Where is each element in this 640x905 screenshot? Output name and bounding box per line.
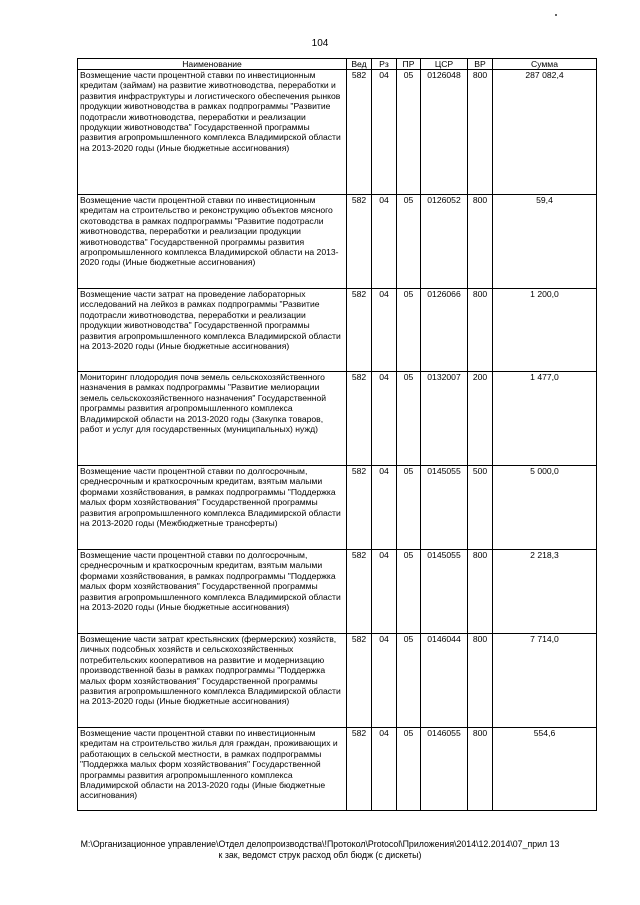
row-rz: 04 (372, 466, 397, 550)
row-rz: 04 (372, 372, 397, 466)
row-sum: 59,4 (493, 195, 597, 289)
row-name: Возмещение части процентной ставки по инвестиционным кредитам на строительство и реконструкцию объектов мясного скотоводства в рамках подпрограммы "Развитие подотрасли животноводства, переработки и реализации продукции животноводства" Государственной программы развития агропромышленного комплекса Владимирской области на 2013-2020 годы (Иные бюджетные ассигнования) (78, 195, 347, 289)
row-csr: 0145055 (421, 550, 468, 634)
row-sum: 2 218,3 (493, 550, 597, 634)
table-row (78, 728, 597, 811)
budget-table (77, 58, 597, 811)
row-ved: 582 (347, 634, 372, 728)
row-csr: 0132007 (421, 372, 468, 466)
row-ved: 582 (347, 289, 372, 372)
row-rz: 04 (372, 728, 397, 811)
header-sum: Сумма (493, 59, 597, 70)
header-ved: Вед (347, 59, 372, 70)
row-csr: 0126052 (421, 195, 468, 289)
row-name: Возмещение части затрат крестьянских (фермерских) хозяйств, личных подсобных хозяйств и сельскохозяйственных потребительских кооперативов на развитие и модернизацию производственной базы в рамках подпрограммы "Поддержка малых форм хозяйствования" Государственной программы развития агропромышленного комплекса Владимирской области на 2013-2020 годы (Иные бюджетные ассигнования) (78, 634, 347, 728)
row-rz: 04 (372, 70, 397, 195)
table-row (78, 550, 597, 634)
row-ved: 582 (347, 195, 372, 289)
row-ved: 582 (347, 550, 372, 634)
row-vr: 800 (468, 728, 493, 811)
row-sum: 7 714,0 (493, 634, 597, 728)
header-csr: ЦСР (421, 59, 468, 70)
row-vr: 800 (468, 550, 493, 634)
row-pr: 05 (397, 289, 421, 372)
table-row (78, 466, 597, 550)
row-name: Возмещение части затрат на проведение лабораторных исследований на лейкоз в рамках подпрограммы "Развитие подотрасли животноводства, переработки и реализации продукции животноводства" Государственной программы развития агропромышленного комплекса Владимирской области на 2013-2020 годы (Иные бюджетные ассигнования) (78, 289, 347, 372)
row-pr: 05 (397, 70, 421, 195)
row-csr: 0126048 (421, 70, 468, 195)
row-ved: 582 (347, 466, 372, 550)
file-path-footer (0, 839, 640, 861)
row-pr: 05 (397, 634, 421, 728)
row-csr: 0146044 (421, 634, 468, 728)
row-pr: 05 (397, 728, 421, 811)
table-row (78, 289, 597, 372)
row-ved: 582 (347, 372, 372, 466)
row-rz: 04 (372, 289, 397, 372)
table-header-row (78, 59, 597, 70)
row-vr: 200 (468, 372, 493, 466)
row-sum: 5 000,0 (493, 466, 597, 550)
header-pr: ПР (397, 59, 421, 70)
row-name: Возмещение части процентной ставки по инвестиционным кредитам на строительство жилья для граждан, проживающих и работающих в сельской местности, в рамках подпрограммы "Поддержка малых форм хозяйствования" Государственной программы развития агропромышленного комплекса Владимирской области на 2013-2020 годы (Иные бюджетные ассигнования) (78, 728, 347, 811)
row-name: Возмещение части процентной ставки по долгосрочным, среднесрочным и краткосрочным кредитам, взятым малыми формами хозяйствования, в рамках подпрограммы "Поддержка малых форм хозяйствования" Государственной программы развития агропромышленного комплекса Владимирской области на 2013-2020 годы (Межбюджетные трансферты) (78, 466, 347, 550)
row-sum: 554,6 (493, 728, 597, 811)
row-rz: 04 (372, 634, 397, 728)
row-vr: 800 (468, 195, 493, 289)
row-vr: 500 (468, 466, 493, 550)
row-rz: 04 (372, 550, 397, 634)
row-csr: 0145055 (421, 466, 468, 550)
row-sum: 1 477,0 (493, 372, 597, 466)
row-ved: 582 (347, 728, 372, 811)
row-rz: 04 (372, 195, 397, 289)
footer-line-2: к зак, ведомст струк расход обл бюдж (с дискеты) (218, 850, 422, 860)
footer-line-1: M:\Организационное управление\Отдел делопроизводства\!Протокол\Protocol\Приложения\2014\12.2014\07_прил 13 (80, 839, 560, 849)
row-pr: 05 (397, 466, 421, 550)
table-row (78, 195, 597, 289)
row-pr: 05 (397, 372, 421, 466)
page-number: 104 (311, 38, 329, 49)
row-csr: 0146055 (421, 728, 468, 811)
table-row (78, 634, 597, 728)
row-csr: 0126066 (421, 289, 468, 372)
row-pr: 05 (397, 195, 421, 289)
row-name: Мониторинг плодородия почв земель сельскохозяйственного назначения в рамках подпрограммы "Развитие мелиорации земель сельскохозяйственного назначения" Государственной программы развития агропромышленного комплекса Владимирской области на 2013-2020 годы (Закупка товаров, работ и услуг для государственных (муниципальных) нужд) (78, 372, 347, 466)
row-name: Возмещение части процентной ставки по инвестиционным кредитам (займам) на развитие животноводства, переработки и развития инфраструктуры и логистического обеспечения рынков продукции животноводства в рамках подпрограммы "Развитие подотрасли животноводства, переработки и реализации продукции животноводства" Государственной программы развития агропромышленного комплекса Владимирской области на 2013-2020 годы (Иные бюджетные ассигнования) (78, 70, 347, 195)
row-vr: 800 (468, 289, 493, 372)
row-name: Возмещение части процентной ставки по долгосрочным, среднесрочным и краткосрочным кредитам, взятым малыми формами хозяйствования, в рамках подпрограммы "Поддержка малых форм хозяйствования" Государственной программы развития агропромышленного комплекса Владимирской области на 2013-2020 годы (Иные бюджетные ассигнования) (78, 550, 347, 634)
table-row (78, 372, 597, 466)
scan-speck (555, 14, 557, 16)
row-sum: 1 200,0 (493, 289, 597, 372)
row-vr: 800 (468, 70, 493, 195)
row-sum: 287 082,4 (493, 70, 597, 195)
row-ved: 582 (347, 70, 372, 195)
row-pr: 05 (397, 550, 421, 634)
header-vr: ВР (468, 59, 493, 70)
header-name: Наименование (78, 59, 347, 70)
row-vr: 800 (468, 634, 493, 728)
table-row (78, 70, 597, 195)
header-rz: Рз (372, 59, 397, 70)
